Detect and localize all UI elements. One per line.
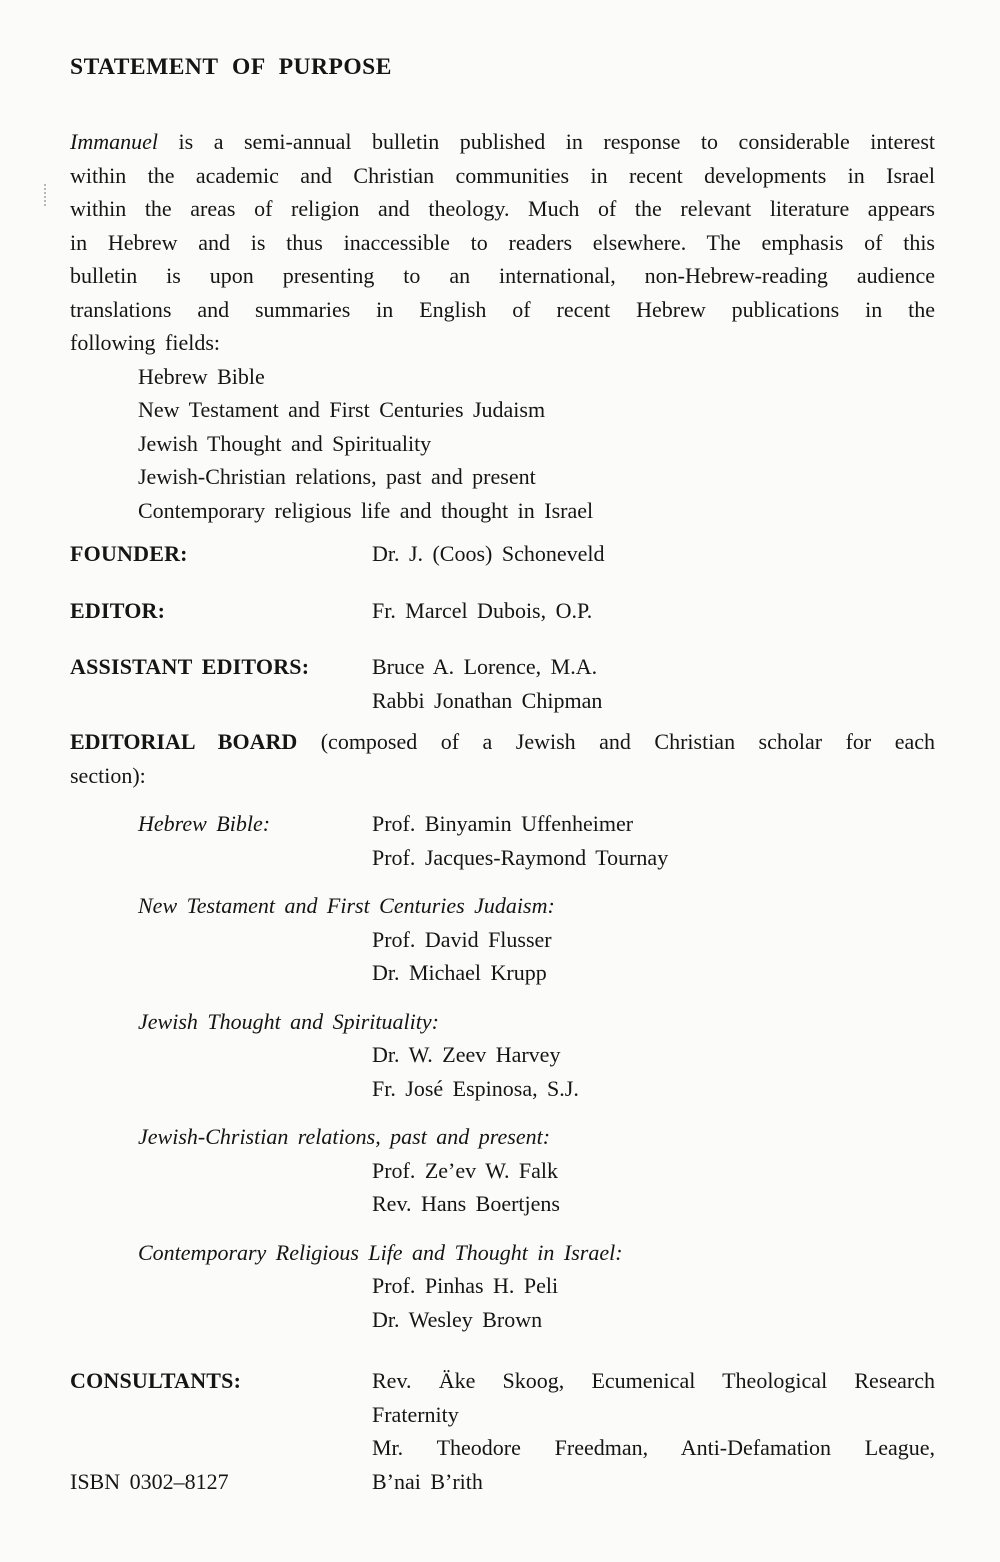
intro-line: in Hebrew and is thus inaccessible to readers elsewhere. The emphasis of this [70, 229, 935, 255]
board-section-hebrew-bible [70, 807, 935, 874]
list-item: New Testament and First Centuries Judaism [138, 397, 546, 422]
intro-line: bulletin is upon presenting to an international, non-Hebrew-reading audience [70, 263, 935, 288]
board-section-contemporary [70, 1236, 935, 1337]
editor-name: Fr. Marcel Dubois, O.P. [372, 597, 593, 623]
intro-paragraph [70, 125, 935, 360]
editorial-board-heading-line: section): [70, 762, 146, 788]
consultants-row [70, 1364, 935, 1498]
member-name: Prof. Pinhas H. Peli [372, 1273, 559, 1298]
intro-line: within the areas of religion and theology. Much of the relevant literature appears [70, 196, 935, 221]
isbn: ISBN 0302–8127 [70, 1468, 229, 1494]
section-title: Jewish-Christian relations, past and present: [138, 1124, 551, 1149]
member-name: Dr. Wesley Brown [372, 1306, 543, 1332]
bulletin-name: Immanuel [70, 129, 158, 154]
founder-name: Dr. J. (Coos) Schoneveld [372, 541, 605, 566]
editorial-board-heading [70, 725, 935, 792]
editorial-board-heading-bold: EDITORIAL BOARD [70, 729, 298, 754]
assistant-editor-name: Rabbi Jonathan Chipman [372, 687, 603, 713]
scan-artifact [44, 184, 49, 206]
editor-label: EDITOR: [70, 597, 166, 623]
consultants-names [372, 1364, 935, 1498]
member-name: Fr. José Espinosa, S.J. [372, 1075, 579, 1101]
intro-line: translations and summaries in English of recent Hebrew publications in the [70, 296, 935, 322]
list-item: Jewish-Christian relations, past and present [138, 464, 536, 489]
consultant-line: B’nai B’rith [372, 1468, 483, 1494]
assistant-editors-names [372, 650, 935, 717]
member-name: Dr. Michael Krupp [372, 960, 547, 985]
assistant-editor-name: Bruce A. Lorence, M.A. [372, 654, 598, 679]
list-item: Contemporary religious life and thought in Israel [138, 497, 594, 523]
section-members [372, 807, 668, 874]
intro-line: within the academic and Christian communities in recent developments in Israel [70, 162, 935, 188]
board-section-jewish-christian [70, 1120, 935, 1221]
member-name: Rev. Hans Boertjens [372, 1191, 560, 1216]
assistant-editors-row [70, 650, 935, 717]
intro-line: following fields: [70, 330, 221, 355]
section-members [372, 1269, 935, 1336]
editorial-board-heading-rest: (composed of a Jewish and Christian scholar for each [297, 729, 935, 754]
fields-list [138, 360, 935, 528]
board-section-jewish-thought [70, 1005, 935, 1106]
editorial-board-heading-line [70, 725, 935, 759]
section-title: Hebrew Bible: [138, 811, 271, 836]
intro-line [70, 125, 935, 159]
editor-row [70, 594, 935, 628]
section-members [372, 923, 935, 990]
consultants-label: CONSULTANTS: [70, 1368, 242, 1393]
list-item: Jewish Thought and Spirituality [138, 430, 432, 456]
section-title: Contemporary Religious Life and Thought in Israel: [138, 1239, 623, 1265]
member-name: Prof. Ze’ev W. Falk [372, 1157, 559, 1183]
section-title: New Testament and First Centuries Judaism: [138, 893, 555, 918]
page-title: STATEMENT OF PURPOSE [70, 54, 392, 80]
assistant-editors-label: ASSISTANT EDITORS: [70, 654, 310, 679]
member-name: Prof. Binyamin Uffenheimer [372, 811, 634, 836]
founder-row [70, 537, 935, 571]
consultant-line: Fraternity [372, 1401, 459, 1427]
section-members [372, 1154, 935, 1221]
section-title: Jewish Thought and Spirituality: [138, 1008, 439, 1034]
member-name: Dr. W. Zeev Harvey [372, 1042, 561, 1067]
founder-label: FOUNDER: [70, 541, 188, 566]
board-section-new-testament [70, 889, 935, 990]
intro-line-text: is a semi-annual bulletin published in response to considerable interest [157, 129, 935, 154]
member-name: Prof. David Flusser [372, 926, 552, 952]
consultant-line: Mr. Theodore Freedman, Anti-Defamation League, [372, 1435, 935, 1460]
consultant-line: Rev. Äke Skoog, Ecumenical Theological Research [372, 1368, 935, 1393]
list-item: Hebrew Bible [138, 363, 265, 389]
member-name: Prof. Jacques-Raymond Tournay [372, 844, 669, 870]
consultants-left-column [70, 1364, 372, 1498]
section-members [372, 1038, 935, 1105]
